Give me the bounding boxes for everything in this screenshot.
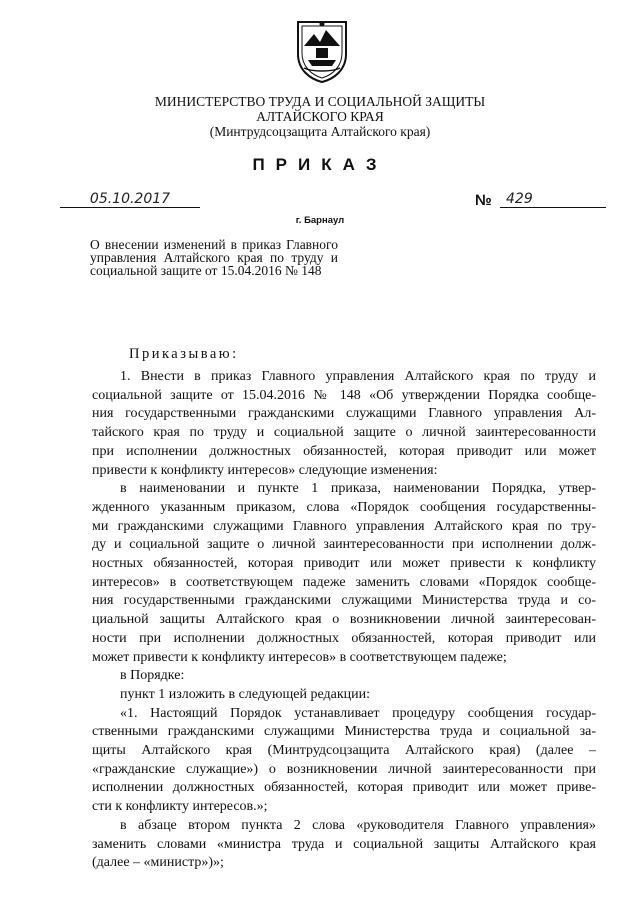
body-line: ностных обязанностей, которая приводит или может привести к конфликту [92,556,596,572]
body-line: жденного указанным приказом, слова «Порядок сообщения государственны- [92,499,596,515]
body-line: «1. Настоящий Порядок устанавливает процедуру сообщения государ- [120,705,596,721]
body-line: ности при исполнении должностных обязанностей, которая приводит или [92,630,596,646]
order-number: 429 [500,191,606,208]
order-date: 05.10.2017 [60,191,200,208]
order-subject: О внесении изменений в приказ Главного управления Алтайского края по труду и социальной защите от 15.04.2016 № 148 [90,237,338,278]
body-paragraph [92,480,596,667]
body-line: привести к конфликту интересов» следующие изменения: [92,462,438,478]
document-title: ПРИКАЗ [252,155,388,174]
body-line: ния государственными гражданскими служащими Министерства труда и со- [92,593,596,609]
body-line: может привести к конфликту интересов» в соответствующем падеже; [92,649,507,665]
body-line: интересов» в соответствующем падеже заменить словами «Порядок сообще- [92,574,596,590]
body-line: исполнении должностных обязанностей, которая приводит или может приве- [92,780,596,796]
body-line: пункт 1 изложить в следующей редакции: [120,686,370,702]
body-paragraph [92,705,596,817]
order-lead-word: Приказываю: [129,346,239,362]
body-line: заменить словами «министра труда и социальной защиты Алтайского края [92,836,596,852]
body-line: ственными гражданскими служащими Министерства труда и социальной за- [92,724,596,740]
ministry-name-line1: МИНИСТЕРСТВО ТРУДА И СОЦИАЛЬНОЙ ЗАЩИТЫ [154,94,486,109]
body-line: ния государственными гражданскими служащими Главного управления Ал- [92,406,596,422]
body-paragraph [92,817,596,873]
coat-of-arms-emblem [294,16,350,84]
body-line: в наименовании и пункте 1 приказа, наименовании Порядка, утвер- [120,481,596,497]
body-line: при исполнении должностных обязанностей, которая приводит или может [92,443,596,459]
body-line: ми гражданскими служащими Главного управления Алтайского края по тру- [92,518,596,534]
body-line: циальной защиты Алтайского края о возникновении личной заинтересован- [92,612,596,628]
ministry-header [0,94,640,139]
ministry-name-line2: АЛТАЙСКОГО КРАЯ [256,109,384,124]
body-paragraph [92,368,596,480]
body-line: «гражданские служащие») о возникновении личной заинтересованности при [92,761,596,777]
ministry-short-name: (Минтрудсоцзащита Алтайского края) [209,124,431,139]
body-paragraph [92,686,596,705]
body-line: в Порядке: [120,668,185,684]
body-line: сти к конфликту интересов.»; [92,799,268,815]
body-line: ду и социальной защите о личной заинтересованности при исполнении долж- [92,537,596,553]
order-body [92,368,596,873]
body-line: щиты Алтайского края (Минтрудсоцзащита Алтайского края) (далее – [92,743,596,759]
body-line: тайского края по труду и социальной защите о личной заинтересованности [92,425,596,441]
body-paragraph [92,667,596,686]
order-number-sign: № [475,192,492,209]
body-line: 1. Внести в приказ Главного управления Алтайского края по труду и [120,369,596,384]
body-line: (далее – «министр»)»; [92,855,224,871]
coat-of-arms-icon [294,16,350,84]
body-line: в абзаце втором пункта 2 слова «руководителя Главного управления» [120,817,596,833]
city-label: г. Барнаул [295,215,345,226]
body-line: социальной защите от 15.04.2016 № 148 «Об утверждении Порядка сообще- [92,387,596,403]
